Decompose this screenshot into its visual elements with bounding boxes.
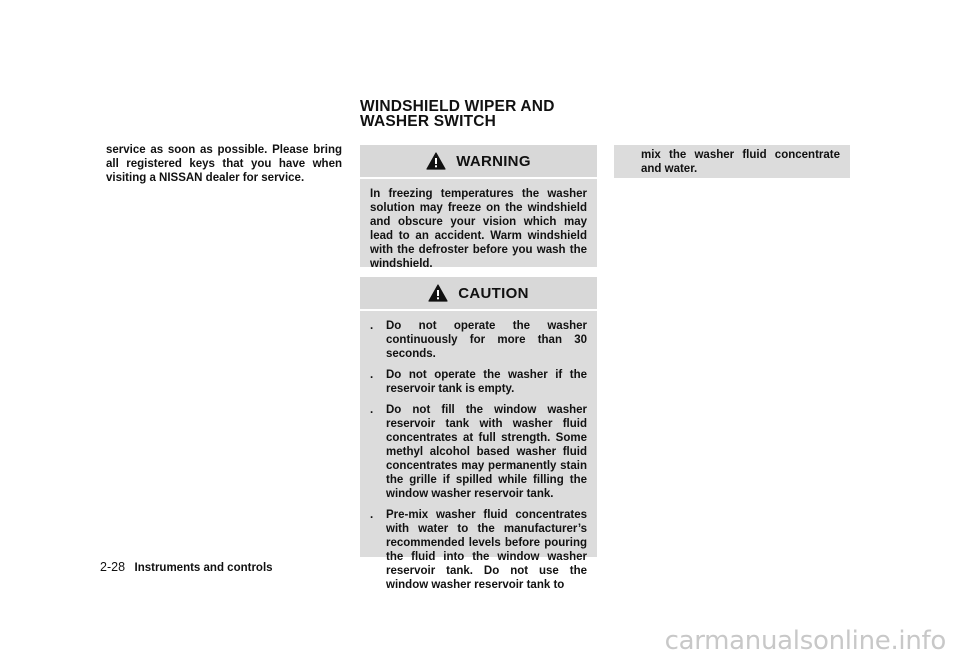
list-item-text: Do not operate the washer if the reservoir tank is empty.	[386, 369, 587, 395]
caution-title: CAUTION	[458, 284, 529, 302]
list-item	[370, 319, 587, 361]
page-footer	[100, 560, 273, 574]
bullet: .	[370, 509, 374, 521]
warning-title: WARNING	[456, 152, 531, 170]
list-item-text: Do not fill the window washer reservoir tank with washer fluid concentrates at full strength. Some methyl alcohol based washer fluid concentrates may permanently stain the grille if spilled while filling the window washer reservoir tank.	[386, 404, 587, 500]
bullet: .	[370, 404, 374, 416]
warning-header	[360, 145, 597, 179]
caution-body	[360, 311, 597, 592]
list-item-text: Pre-mix washer fluid concentrates with water to the manufacturer’s recommended levels before pouring the fluid into the window washer reservoir tank. Do not use the window washer reservoir tank to	[386, 509, 587, 591]
warning-triangle-icon	[426, 152, 446, 170]
bullet: .	[370, 320, 374, 332]
watermark: carmanualsonline.info	[664, 626, 946, 656]
bullet: .	[370, 369, 374, 381]
warning-triangle-icon	[428, 284, 448, 302]
footer-section-name: Instruments and controls	[134, 562, 273, 574]
list-item	[370, 508, 587, 592]
section-title: WINDSHIELD WIPER AND WASHER SWITCH	[360, 98, 555, 130]
list-item	[370, 403, 587, 501]
list-item	[370, 368, 587, 396]
list-item-text: Do not operate the washer continuously for more than 30 seconds.	[386, 320, 587, 360]
warning-text: In freezing temperatures the washer solution may freeze on the windshield and obscure your vision which may lead to an accident. Warm windshield with the defroster before you wash the windshield.	[370, 188, 587, 270]
caution-continuation-text: mix the washer fluid concentrate and water.	[641, 149, 840, 175]
caution-header	[360, 277, 597, 311]
page-number: 2-28	[100, 560, 126, 574]
warning-box	[360, 145, 597, 270]
caution-box	[360, 277, 597, 591]
caution-continuation-box	[614, 145, 850, 178]
caution-list	[370, 319, 587, 592]
body-paragraph: service as soon as possible. Please bring all registered keys that you have when visiting a NISSAN dealer for service.	[106, 144, 342, 184]
